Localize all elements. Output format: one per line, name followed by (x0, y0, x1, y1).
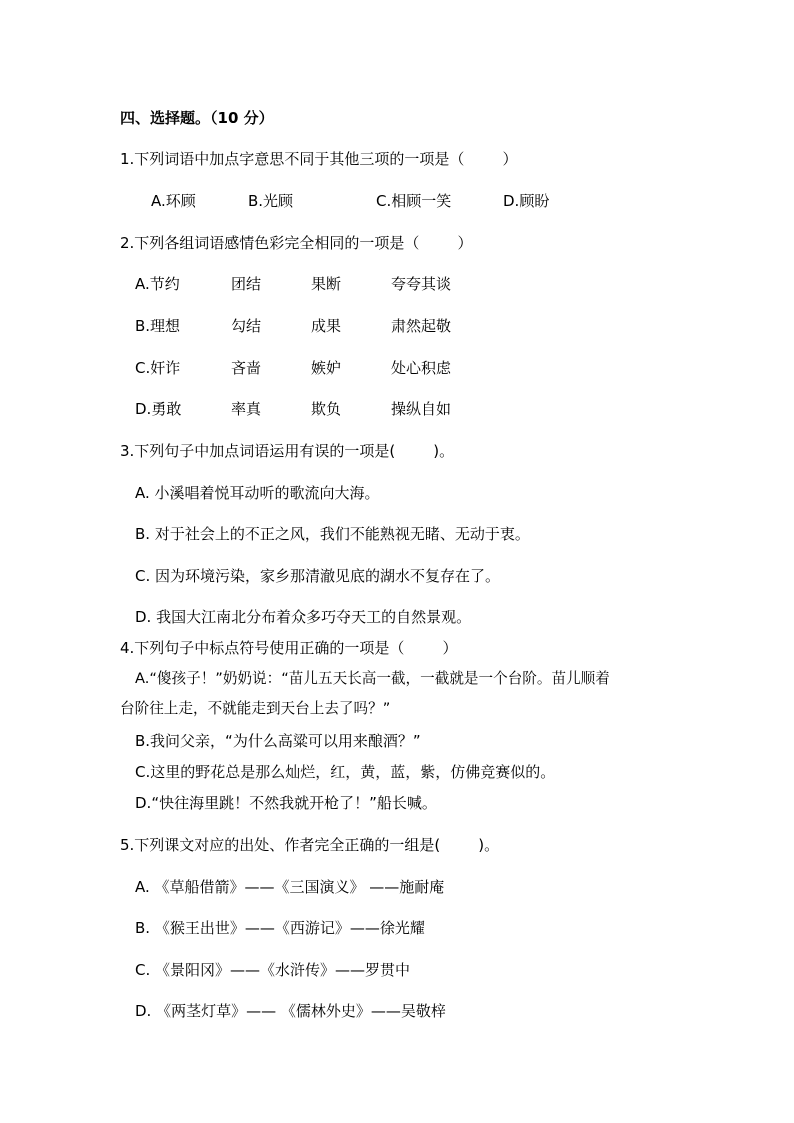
question-4-option-d: D.“快往海里跳！不然我就开枪了！”船长喊。 (135, 794, 437, 812)
option-word: 勾结 (231, 317, 262, 335)
question-2-stem: 2.下列各组词语感情色彩完全相同的一项是（ ） (120, 234, 473, 252)
option-word: 成果 (311, 317, 342, 335)
question-4-stem: 4.下列句子中标点符号使用正确的一项是（ ） (120, 639, 458, 657)
question-3-option-d: D. 我国大江南北分布着众多巧夺天工的自然景观。 (135, 608, 472, 626)
question-1-stem: 1.下列词语中加点字意思不同于其他三项的一项是（ ） (120, 150, 518, 168)
question-4-option-c: C.这里的野花总是那么灿烂，红，黄，蓝，紫，仿佛竞赛似的。 (135, 763, 556, 781)
question-5-option-b: B. 《猴王出世》——《西游记》——徐光耀 (135, 919, 425, 937)
question-1-option-a: A.环顾 (151, 192, 196, 210)
question-5-option-a: A. 《草船借箭》——《三国演义》 ——施耐庵 (135, 878, 445, 896)
option-letter-word: A.节约 (135, 275, 180, 293)
option-word: 欺负 (311, 400, 342, 418)
option-word: 嫉妒 (311, 359, 342, 377)
question-5-option-d: D. 《两茎灯草》—— 《儒林外史》——吴敬梓 (135, 1002, 446, 1020)
option-word: 操纵自如 (391, 400, 452, 418)
option-word: 夸夸其谈 (391, 275, 452, 293)
question-3-option-c: C. 因为环境污染，家乡那清澈见底的湖水不复存在了。 (135, 567, 501, 585)
question-3-stem: 3.下列句子中加点词语运用有误的一项是( )。 (120, 442, 455, 460)
question-1-option-b: B.光顾 (248, 192, 294, 210)
question-4-option-a: A.“傻孩子！”奶奶说：“苗儿五天长高一截，一截就是一个台阶。苗儿顺着 (135, 670, 610, 687)
option-word: 团结 (231, 275, 262, 293)
option-letter-word: B.理想 (135, 317, 181, 335)
question-1-option-d: D.顾盼 (503, 192, 550, 210)
question-3-option-a: A. 小溪唱着悦耳动听的歌流向大海。 (135, 484, 380, 502)
option-letter-word: D.勇敢 (135, 400, 182, 418)
question-5-stem: 5.下列课文对应的出处、作者完全正确的一组是( )。 (120, 836, 500, 854)
option-word: 肃然起敬 (391, 317, 452, 335)
option-word: 果断 (311, 275, 342, 293)
question-4-option-b: B.我问父亲，“为什么高粱可以用来酿酒？” (135, 732, 421, 750)
section-title: 四、选择题。（10 分） (120, 109, 274, 127)
option-word: 率真 (231, 400, 262, 418)
question-4-option-a-continued: 台阶往上走，不就能走到天台上去了吗？” (120, 700, 391, 717)
question-3-option-b: B. 对于社会上的不正之风，我们不能熟视无睹、无动于衷。 (135, 525, 530, 543)
option-word: 处心积虑 (391, 359, 452, 377)
question-1-option-c: C.相顾一笑 (376, 192, 452, 210)
option-letter-word: C.奸诈 (135, 359, 181, 377)
question-5-option-c: C. 《景阳冈》——《水浒传》——罗贯中 (135, 961, 411, 979)
option-word: 吝啬 (231, 359, 262, 377)
